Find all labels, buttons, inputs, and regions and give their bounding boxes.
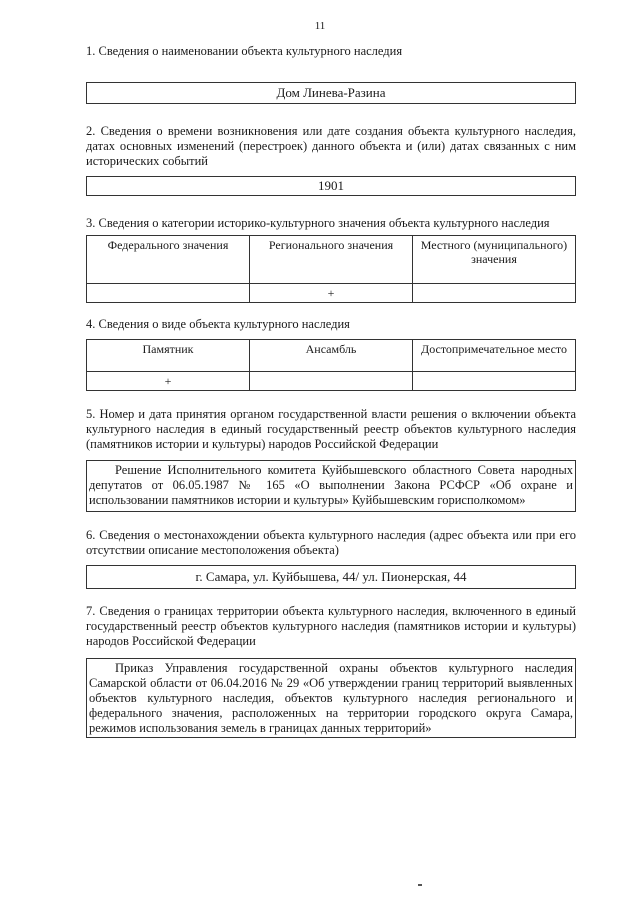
registry-decision-value: Решение Исполнительного комитета Куйбышевского областного Совета народных депутатов от 06.05.1987 № 165 «О выполнении Закона РСФСР «Об охране и использовании памятников истории и культуры» Куйбышевским горисполкомом» xyxy=(89,463,573,507)
section2-heading: 2. Сведения о времени возникновения или дате создания объекта культурного наследия, датах основных изменений (перестроек) данного объекта и (или) датах связанных с ним исторических событий xyxy=(86,124,576,168)
creation-date-box xyxy=(86,176,576,196)
scan-mark xyxy=(418,884,422,886)
type-mark-row xyxy=(87,372,576,391)
registry-decision-box xyxy=(86,460,576,512)
type-landmark-mark xyxy=(413,372,576,391)
category-mark-row xyxy=(87,284,576,303)
category-federal-header: Федерального значения xyxy=(87,236,250,284)
category-local-header: Местного (муниципального) значения xyxy=(413,236,576,284)
category-regional-header: Регионального значения xyxy=(250,236,413,284)
type-landmark-header: Достопримечательное место xyxy=(413,340,576,372)
category-federal-mark xyxy=(87,284,250,303)
category-regional-mark: + xyxy=(250,284,413,303)
type-ensemble-mark xyxy=(250,372,413,391)
creation-date-value: 1901 xyxy=(318,178,344,193)
address-value: г. Самара, ул. Куйбышева, 44/ ул. Пионерская, 44 xyxy=(195,569,467,584)
category-local-mark xyxy=(413,284,576,303)
section5-heading: 5. Номер и дата принятия органом государственной власти решения о включении объекта культурного наследия в единый государственный реестр объектов культурного наследия (памятников истории и культуры) народов Российской Федерации xyxy=(86,407,576,451)
section7-heading: 7. Сведения о границах территории объекта культурного наследия, включенного в единый государственный реестр объектов культурного наследия (памятников истории и культуры) народов Российской Федерации xyxy=(86,604,576,648)
section6-heading: 6. Сведения о местонахождении объекта культурного наследия (адрес объекта или при его отсутствии описание местоположения объекта) xyxy=(86,528,576,557)
type-table xyxy=(86,339,576,391)
section1-heading: 1. Сведения о наименовании объекта культурного наследия xyxy=(86,44,403,58)
object-name-box xyxy=(86,82,576,104)
type-header-row xyxy=(87,340,576,372)
category-header-row xyxy=(87,236,576,284)
territory-boundaries-value: Приказ Управления государственной охраны объектов культурного наследия Самарской области от 06.04.2016 № 29 «Об утверждении границ территорий выявленных объектов культурного наследия, объектов культурного наследия регионального и федерального значения, расположенных на территории городского округа Самара, режимов использования земель в границах данных территорий» xyxy=(89,661,573,735)
section4-heading: 4. Сведения о виде объекта культурного наследия xyxy=(86,317,350,331)
address-box xyxy=(86,565,576,589)
type-monument-header: Памятник xyxy=(87,340,250,372)
section3-heading: 3. Сведения о категории историко-культурного значения объекта культурного наследия xyxy=(86,216,550,230)
category-table xyxy=(86,235,576,303)
territory-boundaries-box xyxy=(86,658,576,738)
page-number: 11 xyxy=(314,20,326,32)
type-monument-mark: + xyxy=(87,372,250,391)
type-ensemble-header: Ансамбль xyxy=(250,340,413,372)
object-name-value: Дом Линева-Разина xyxy=(276,85,386,100)
